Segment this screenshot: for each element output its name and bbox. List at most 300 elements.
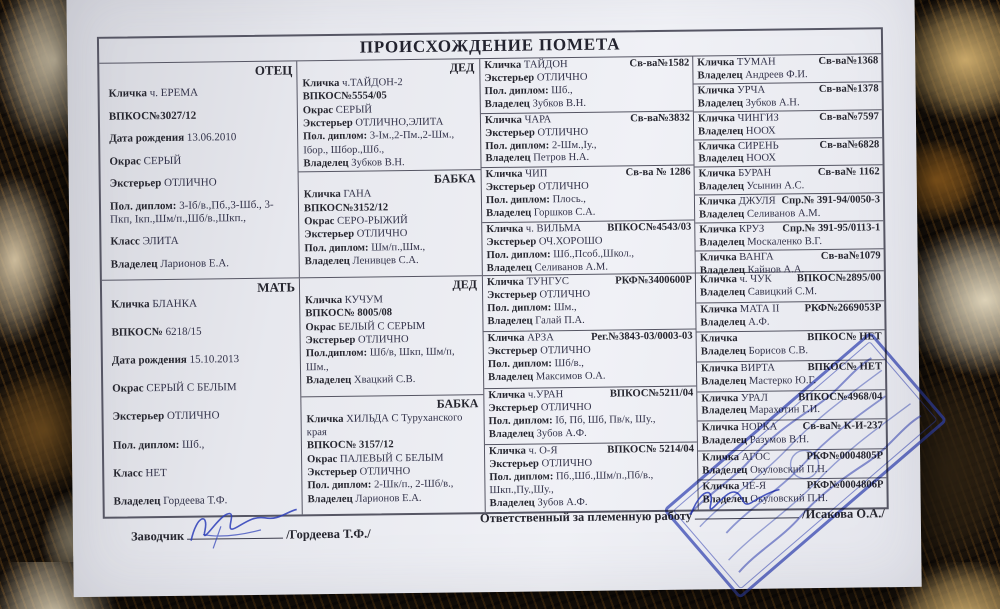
field-value: Ларионов Е.А. [160, 257, 229, 270]
great-grandparent-cell [482, 165, 695, 222]
field-line [110, 198, 294, 227]
name-line [488, 388, 693, 403]
name-part [701, 333, 738, 346]
mother-grandparents-column [299, 276, 485, 514]
name-label: Кличка [488, 390, 525, 401]
mother-greatgrandparents-column [482, 274, 698, 513]
registration-number: ВПКОС№ 5214/04 [604, 444, 694, 458]
diploma-label: Пол. диплом: [489, 415, 553, 427]
owner-line [488, 370, 693, 385]
name-line [699, 194, 880, 209]
diploma-label: Пол. диплом: [485, 85, 549, 97]
name-label: Кличка [700, 252, 737, 263]
registration-number: Спр.№ 391-94/0050-3 [778, 194, 880, 208]
field-label: Экстерьер [112, 410, 164, 423]
name-part [700, 274, 772, 288]
owner-label: Владелец [487, 262, 532, 274]
field-line [110, 234, 294, 249]
registration-number: Св-ва№ К-И-237 [800, 420, 883, 434]
owner-label: Владелец [702, 465, 747, 477]
name-line [699, 222, 880, 237]
field-line [114, 493, 298, 508]
owner-value: Москаленко В.Г. [747, 236, 822, 248]
owner-value: Зубов А.Ф. [537, 428, 587, 440]
field-line [303, 129, 477, 158]
name-label: Кличка [489, 446, 526, 457]
exterior-label: Экстерьер [484, 72, 534, 84]
registration-number: Св-ва№1079 [818, 250, 881, 264]
name-line [487, 275, 692, 290]
registration-number: Св-ва№7597 [816, 111, 879, 125]
owner-value: Селиванов А.М. [747, 208, 821, 220]
owner-label: Владелец [697, 70, 742, 82]
owner-label: Владелец [698, 126, 743, 138]
field-value: ОТЛИЧНО,ЭЛИТА [355, 117, 443, 129]
field-value: СЕРЫЙ [336, 104, 372, 115]
name-line [700, 250, 881, 265]
field-label: Пол.диплом: [306, 348, 367, 360]
owner-label: Владелец [701, 346, 746, 358]
father-half [99, 53, 884, 280]
registration-number: ВПКОС№4543/03 [604, 222, 691, 236]
field-line [109, 130, 293, 145]
name-line [700, 302, 881, 317]
field-line [113, 437, 297, 452]
owner-value: НООХ [746, 153, 776, 164]
exterior-label: Экстерьер [488, 402, 538, 414]
pedigree-paper [66, 0, 921, 597]
owner-label: Владелец [700, 287, 745, 299]
diploma-label: Пол. диплом: [488, 359, 552, 371]
dog-name: ДЖУЛЯ [739, 196, 776, 207]
name-label: Кличка [702, 452, 739, 463]
name-part [699, 224, 764, 238]
field-value: БЕЛЫЙ С СЕРЫМ [338, 321, 425, 333]
name-part [485, 114, 551, 128]
granddam-header: БАБКА [306, 396, 480, 413]
field-value: СЕРО-РЫЖИЙ [337, 215, 408, 227]
name-part [486, 223, 581, 237]
owner-label: Владелец [485, 98, 530, 110]
field-label: Класс [110, 236, 140, 248]
father-ancestors-column [692, 54, 884, 272]
field-value: ХИЛЬДА С Туруханского края [307, 412, 463, 438]
name-part [701, 362, 775, 376]
owner-label: Владелец [699, 181, 744, 193]
dog-name: ЧИП [525, 169, 547, 180]
father-column [99, 61, 299, 279]
owner-label: Владелец [489, 428, 534, 440]
dog-name: НОРКА [741, 422, 777, 433]
field-value: Хвацкий С.В. [354, 374, 416, 386]
exterior-value: ОТЛИЧНО [537, 126, 588, 138]
field-label: Владелец [308, 493, 353, 505]
owner-value: Андреев Ф.И. [745, 69, 808, 81]
owner-label: Владелец [488, 372, 533, 384]
field-label: ВПКОС№3027/12 [109, 109, 196, 122]
owner-value: А.Ф. [748, 316, 769, 327]
registration-number: РКФ№2669053Р [802, 302, 882, 316]
diploma-value: Шб/в., [555, 358, 584, 369]
diploma-value: Шб.,Псоб.,Школ., [553, 248, 634, 260]
field-value: ОТЛИЧНО [360, 466, 411, 478]
name-label: Кличка [702, 422, 739, 433]
breeder-name: /Гордеева Т.Ф./ [286, 527, 371, 542]
owner-value: Разумов В.Н. [750, 434, 810, 446]
field-label: Кличка [302, 78, 339, 89]
name-line [698, 83, 879, 98]
field-label: Окрас [303, 105, 333, 116]
owner-label: Владелец [700, 316, 745, 328]
owner-label: Владелец [698, 153, 743, 165]
field-line [112, 409, 296, 424]
field-value: ОТЛИЧНО [167, 410, 220, 423]
registration-number: Спр.№ 391-95/0113-1 [779, 222, 880, 236]
field-line [112, 381, 296, 396]
name-label: Кличка [699, 224, 736, 235]
name-label: Кличка [697, 57, 734, 68]
field-value: ОТЛИЧНО [164, 176, 217, 189]
exterior-label: Экстерьер [485, 127, 535, 139]
owner-value: Борисов С.В. [749, 345, 809, 357]
name-label: Кличка [486, 224, 523, 235]
ancestor-cell [695, 220, 883, 250]
owner-label: Владелец [487, 315, 532, 327]
registration-number: ВПКОС№ НЕТ [804, 332, 882, 346]
ancestor-cell [696, 300, 884, 332]
name-line [484, 58, 689, 73]
owner-line [700, 285, 881, 300]
field-value: НЕТ [145, 467, 167, 479]
exterior-value: ОТЛИЧНО [541, 402, 592, 414]
field-value: 2-Шк/п., 2-Шб/в., [374, 479, 454, 491]
name-part [698, 140, 779, 154]
exterior-label: Экстерьер [486, 236, 536, 248]
name-part [701, 392, 768, 406]
field-label: Владелец [305, 256, 350, 268]
field-value: 6218/15 [166, 326, 202, 338]
field-label: ВПКОС№3152/12 [304, 202, 388, 214]
field-label: ВПКОС№ 8005/08 [305, 308, 392, 320]
field-value: БЛАНКА [152, 298, 197, 311]
exterior-label: Экстерьер [486, 182, 536, 194]
name-label: Кличка [699, 168, 736, 179]
field-label: Окрас [304, 216, 334, 227]
ancestor-cell [694, 81, 882, 111]
registration-number: Св-ва№ 1162 [815, 167, 880, 181]
name-label: Кличка [699, 196, 736, 207]
name-label: Кличка [701, 393, 738, 404]
field-value: ОТЛИЧНО [358, 334, 409, 346]
field-label: Экстерьер [306, 335, 356, 347]
dog-name: ЧИНГИЗ [737, 112, 778, 124]
owner-label: Владелец [699, 237, 744, 249]
name-line [699, 167, 880, 182]
great-grandparent-cell [484, 329, 697, 388]
field-value: Шб/в, Шкп, Шм/п, Шм., [306, 347, 455, 373]
breeder-signature-line [187, 526, 283, 540]
field-label: ВПКОС№ 3157/12 [307, 439, 394, 451]
ancestor-cell [695, 165, 883, 195]
name-part [697, 57, 775, 71]
great-grandparent-cell [484, 385, 697, 444]
dog-name: ч. О-Я [529, 446, 558, 457]
field-value: 15.10.2013 [190, 353, 240, 366]
exterior-value: ОЧ.ХОРОШО [539, 236, 603, 248]
diploma-value: Iб, Пб, Шб, Пв/к, Шу., [555, 414, 655, 426]
diploma-value: Шб., [551, 85, 573, 96]
owner-value: Окуловский П.Н. [750, 493, 828, 505]
name-part [700, 251, 774, 265]
field-line [111, 256, 295, 271]
registration-number: ВПКОС№2895/00 [794, 272, 881, 286]
field-line [308, 491, 482, 506]
name-part [487, 276, 569, 290]
field-label: Владелец [111, 258, 158, 271]
dog-name: ТУМАН [737, 57, 776, 68]
field-label: Владелец [114, 495, 161, 508]
registration-number: Св-ва№1368 [815, 55, 878, 69]
diploma-line [489, 470, 694, 498]
owner-value: Петров Н.А. [533, 152, 589, 164]
field-value: Ларионов Е.А. [355, 492, 421, 504]
diploma-label: Пол. диплом: [486, 195, 550, 207]
field-label: Пол. диплом: [113, 438, 180, 451]
granddam-block [299, 170, 482, 278]
field-label: Кличка [305, 295, 342, 306]
dog-name: УРЧА [737, 85, 765, 96]
exterior-value: ОТЛИЧНО [539, 289, 590, 301]
registration-number: РКФ№3400600Р [612, 275, 692, 289]
exterior-value: ОТЛИЧНО [537, 72, 588, 84]
field-label: ВПКОС№ [111, 326, 162, 339]
exterior-label: Экстерьер [487, 289, 537, 301]
exterior-value: ОТЛИЧНО [538, 181, 589, 193]
owner-label: Владелец [485, 153, 530, 165]
owner-value: Галай П.А. [535, 315, 585, 327]
dog-name: ч.УРАН [528, 389, 563, 400]
exterior-label: Экстерьер [488, 346, 538, 358]
diploma-label: Пол. диплом: [487, 302, 551, 314]
name-line [488, 331, 693, 346]
owner-value: Зубков В.Н. [532, 98, 586, 110]
field-label: Пол. диплом: [304, 242, 368, 254]
name-part [484, 59, 568, 73]
name-part [698, 112, 779, 126]
dog-name: ч. ВИЛЬМА [526, 223, 581, 235]
field-value: ОТЛИЧНО [357, 228, 408, 240]
owner-line [700, 315, 881, 330]
name-label: Кличка [701, 333, 738, 344]
granddam-header: БАБКА [304, 172, 478, 189]
field-label: Владелец [303, 158, 348, 170]
name-line [700, 272, 881, 287]
page-title: ПРОИСХОЖДЕНИЕ ПОМЕТА [99, 29, 881, 63]
field-label: Кличка [304, 189, 341, 200]
owner-value: Окуловский П.Н. [750, 464, 828, 476]
grandsire-header: ДЕД [305, 277, 479, 294]
registration-number: ВПКОС№5211/04 [607, 388, 694, 402]
field-value: ЭЛИТА [143, 235, 179, 247]
grandsire-block [300, 276, 483, 396]
responsible-name: /Исакова О.А./ [802, 506, 885, 521]
field-line [109, 108, 293, 123]
dog-name: МАТА II [740, 303, 780, 314]
owner-value: Мастерко Ю.Г. [749, 375, 816, 387]
field-value: 3-Iм.,2-Пм.,2-Шм., Iбор., Шбор.,Шб., [303, 130, 454, 156]
registration-number: Рег.№3843-03/0003-03 [588, 331, 693, 345]
diploma-value: Плось., [553, 194, 586, 205]
field-value: КУЧУМ [345, 294, 383, 305]
name-line [697, 55, 878, 70]
diploma-label: Пол. диплом: [487, 249, 551, 261]
section-label-father: ОТЕЦ [255, 62, 293, 78]
field-value: СЕРЫЙ С БЕЛЫМ [146, 381, 236, 394]
dog-name: КРУЗ [739, 224, 765, 235]
name-label: Кличка [698, 141, 735, 152]
name-line [486, 222, 691, 237]
grandsire-header: ДЕД [302, 60, 476, 77]
owner-label: Владелец [698, 98, 743, 110]
ancestor-cell [693, 54, 881, 83]
diploma-value: Шм., [554, 302, 577, 313]
field-label: Экстерьер [303, 118, 353, 130]
granddam-block [301, 394, 484, 515]
field-label: Класс [113, 467, 143, 479]
name-part [486, 169, 548, 183]
dog-name: АГОС [742, 451, 770, 462]
section-label-mother: МАТЬ [257, 279, 295, 295]
registration-number: Св-ва№1582 [626, 58, 689, 72]
field-line [306, 372, 480, 387]
mother-fields [102, 278, 302, 516]
great-grandparent-cell [481, 110, 694, 167]
registration-number: Св-ва№6828 [816, 139, 879, 153]
registration-number: РКФ№0004805Р [803, 450, 883, 464]
owner-line [489, 426, 694, 441]
field-label: Экстерьер [110, 177, 162, 190]
dog-name: ВАНГА [739, 251, 773, 262]
grandsire-fields [305, 292, 480, 388]
field-line [111, 325, 295, 340]
mother-column [102, 278, 302, 516]
field-value: 3-Iб/в.,Пб.,3-Шб., 3-Пкп, Iкп.,Шм/п.,Шб/в.,Шкп., [110, 198, 274, 225]
exterior-value: ОТЛИЧНО [541, 458, 592, 470]
owner-label: Владелец [700, 265, 745, 277]
registration-number: РКФ№0004806Р [804, 480, 884, 494]
field-label: Окрас [109, 155, 141, 167]
field-label: ВПКОС№5554/05 [303, 91, 387, 103]
owner-label: Владелец [701, 405, 746, 417]
registration-number: Св-ва№1378 [816, 83, 879, 97]
dog-name: УРАЛ [741, 392, 768, 403]
granddam-fields [307, 411, 482, 507]
field-line [305, 253, 479, 268]
diploma-value: Пб.,Шб.,Шм/п.,Пб/в., Шкп.,Пу.,Шу., [489, 470, 653, 496]
name-label: Кличка [700, 304, 737, 315]
owner-value: Горшков С.А. [534, 207, 596, 219]
owner-value: Усынин А.С. [747, 180, 805, 192]
name-label: Кличка [702, 481, 739, 492]
field-line [111, 296, 295, 311]
field-value: Гордеева Т.Ф. [163, 494, 227, 507]
dog-name: ВИРТА [741, 362, 775, 373]
responsible-label: Ответственный за племенную работу [480, 509, 692, 526]
name-part [700, 303, 779, 317]
owner-label: Владелец [703, 494, 748, 506]
name-label: Кличка [486, 169, 523, 180]
field-value: Зубков В.Н. [351, 157, 405, 169]
field-label: Пол. диплом: [110, 199, 177, 212]
name-line [486, 167, 691, 182]
owner-value: НООХ [746, 125, 776, 136]
owner-value: Савицкий С.М. [748, 286, 817, 298]
registration-number: Св-ва№3832 [627, 112, 690, 126]
owner-value: Селиванов А.М. [534, 261, 608, 273]
field-value: ГАНА [343, 189, 371, 200]
field-value: ПАЛЕВЫЙ С БЕЛЫМ [340, 452, 444, 464]
name-label: Кличка [698, 85, 735, 96]
field-label: Окрас [307, 453, 337, 464]
breeder-label: Заводчик [131, 529, 184, 544]
field-line [306, 346, 480, 375]
field-value: ч. ЕРЕМА [150, 87, 198, 100]
owner-label: Владелец [701, 376, 746, 388]
dog-name: ТАЙДОН [524, 59, 568, 71]
grandsire-fields [302, 75, 477, 171]
field-label: Дата рождения [109, 132, 184, 145]
great-grandparent-cell [485, 442, 698, 512]
field-line [113, 465, 297, 480]
field-line [109, 153, 293, 168]
owner-value: Зубков А.Н. [745, 97, 799, 109]
field-line [109, 85, 293, 100]
field-label: Пол. диплом: [303, 131, 367, 143]
exterior-value: ОТЛИЧНО [540, 345, 591, 357]
field-value: 13.06.2010 [187, 131, 237, 144]
owner-line [487, 313, 692, 328]
name-label: Кличка [487, 277, 524, 288]
owner-line [485, 96, 690, 111]
name-part [698, 85, 766, 99]
name-line [485, 112, 690, 127]
name-part [489, 446, 558, 460]
owner-line [486, 206, 691, 221]
ancestor-cell [694, 109, 882, 139]
field-line [307, 411, 481, 440]
field-value: Ленивцев С.А. [352, 255, 418, 267]
owner-value: Кайнов А.А. [748, 264, 805, 276]
name-line [698, 111, 879, 126]
dog-name: ТУНГУС [526, 276, 568, 288]
field-label: Пол. диплом: [307, 480, 371, 492]
registration-number: ВПКОС№ НЕТ [805, 361, 883, 375]
grandsire-block [297, 59, 480, 172]
field-label: Владелец [306, 375, 351, 387]
ancestor-cell [694, 137, 882, 167]
great-grandparent-cell [483, 274, 696, 332]
owner-label: Владелец [490, 498, 535, 510]
name-label: Кличка [700, 274, 737, 285]
owner-value: Зубов А.Ф. [537, 497, 587, 509]
breeder-line [131, 525, 371, 545]
field-line [112, 353, 296, 368]
field-value: Шб., [182, 438, 204, 450]
dog-name: СИРЕНЬ [738, 140, 779, 151]
ancestor-cell [695, 192, 883, 222]
diploma-value: 2-Шм.,Iу., [552, 139, 597, 151]
name-label: Кличка [484, 60, 521, 71]
